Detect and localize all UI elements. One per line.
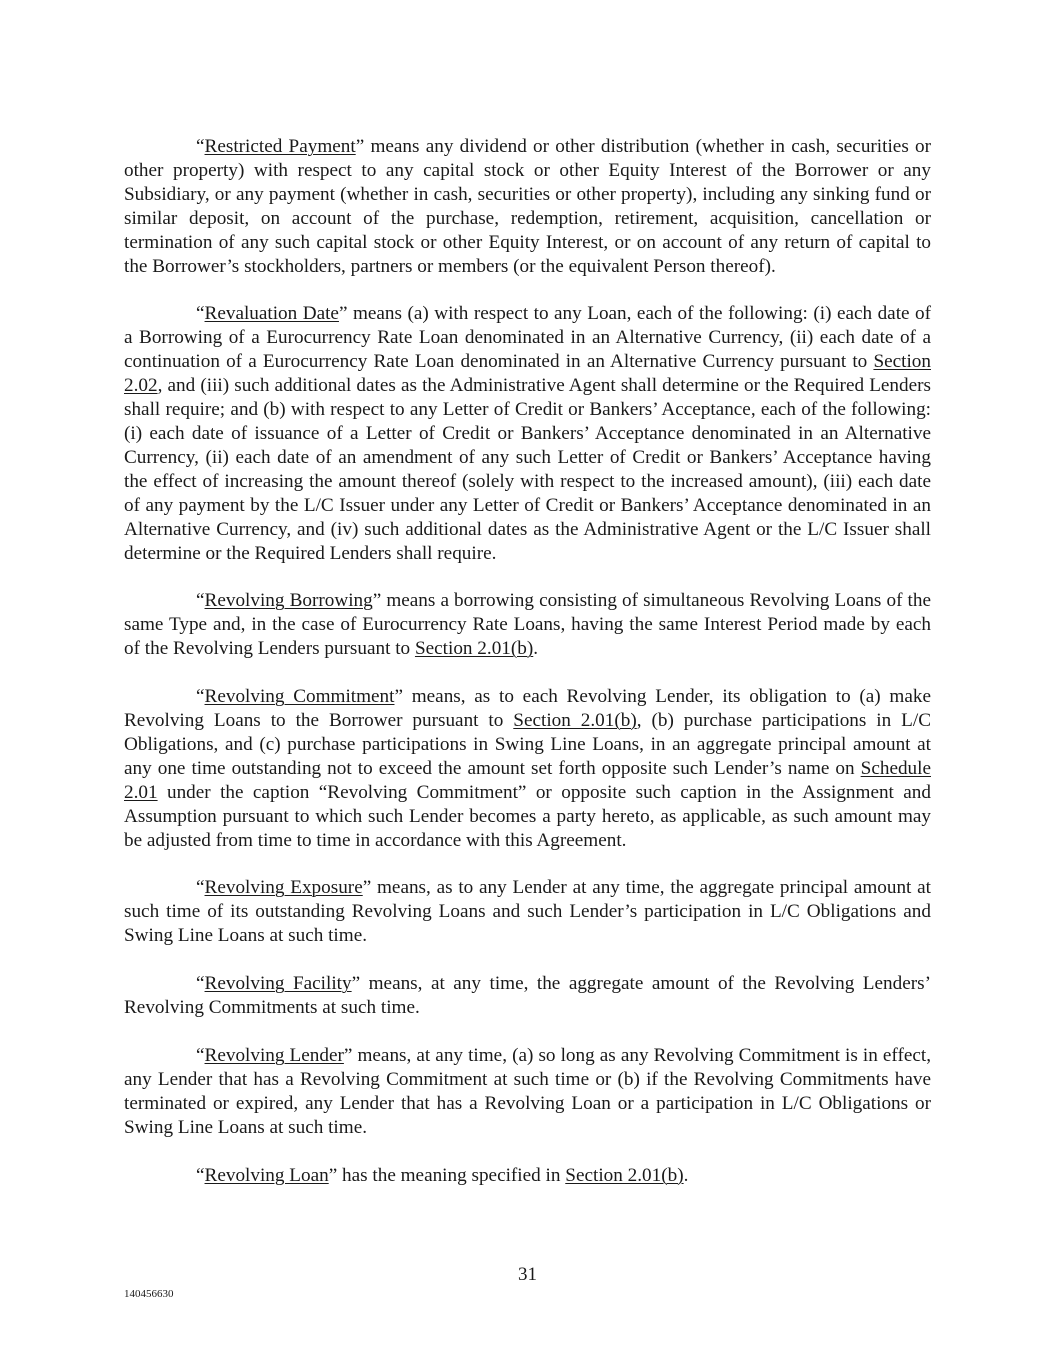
defined-term: Revolving Borrowing — [204, 590, 373, 612]
defined-term: Revolving Commitment — [204, 686, 395, 708]
document-id: 140456630 — [124, 1288, 174, 1300]
paragraph-text: , (b) purchase participations in L/C Obligations, and (c) purchase participations in Swing Line Loans, in an aggregate principal amount at any one time outstanding not to exceed the amount set forth opposite such Lender’s name on — [124, 710, 931, 779]
paragraph-text: “ — [196, 973, 205, 995]
cross-reference: Section 2.01(b) — [414, 638, 534, 660]
paragraph-text: “ — [196, 1045, 205, 1066]
paragraph-text: “ — [196, 136, 205, 157]
defined-term: Revolving Lender — [204, 1045, 344, 1066]
paragraph-text: ” means, as to any Lender at any time, the aggregate principal amount at such time of its outstanding Revolving Loans and such Lender’s participation in L/C Obligations and Swing Line Loans at such time. — [124, 877, 931, 947]
cross-reference: Section 2.01(b) — [513, 710, 637, 732]
defined-term: Revolving Exposure — [204, 877, 363, 899]
paragraph-text: “ — [196, 1164, 205, 1186]
definition-revolving-loan — [124, 1164, 931, 1188]
page-number: 31 — [518, 1264, 537, 1285]
cross-reference: Section 2.02 — [124, 351, 931, 397]
cross-reference: Section 2.01(b) — [565, 1164, 684, 1186]
paragraph-text: ” means (a) with respect to any Loan, each of the following: (i) each date of a Borrowing of a Eurocurrency Rate Loan denominated in an Alternative Currency, (ii) each date of a continuation of a Eurocurrency Rate Loan denominated in an Alternative Currency pursuant to — [124, 303, 932, 373]
paragraph-text: ” has the meaning specified in — [328, 1164, 566, 1186]
definition-restricted-payment — [124, 135, 931, 278]
defined-term: Restricted Payment — [204, 136, 356, 157]
defined-term: Revolving Facility — [204, 973, 352, 995]
paragraph-text: . — [683, 1164, 689, 1186]
paragraph-text: ” means a borrowing consisting of simultaneous Revolving Loans of the same Type and, in the case of Eurocurrency Rate Loans, having the same Interest Period made by each of the Revolving Lenders pursuant to — [124, 590, 931, 660]
paragraph-text: “ — [196, 877, 205, 899]
paragraph-text: ” means, at any time, the aggregate amount of the Revolving Lenders’ Revolving Commitments at such time. — [124, 973, 931, 1019]
definition-revolving-lender — [124, 1044, 931, 1140]
document-body — [124, 135, 931, 1212]
paragraph-text: under the caption “Revolving Commitment” or opposite such caption in the Assignment and Assumption pursuant to which such Lender becomes a party hereto, as applicable, as such amount may be adjusted from time to time in accordance with this Agreement. — [124, 781, 931, 851]
paragraph-text: “ — [196, 303, 205, 325]
definition-revolving-borrowing — [124, 589, 931, 661]
paragraph-text: “ — [196, 686, 205, 708]
defined-term: Revaluation Date — [204, 303, 339, 325]
definition-revolving-commitment — [124, 685, 931, 852]
paragraph-text: ” means, as to each Revolving Lender, its obligation to (a) make Revolving Loans to the Borrower pursuant to — [124, 686, 931, 732]
defined-term: Revolving Loan — [204, 1164, 329, 1186]
paragraph-text: . — [533, 638, 539, 660]
paragraph-text: ” means any dividend or other distribution (whether in cash, securities or other property) with respect to any capital stock or other Equity Interest of the Borrower or any Subsidiary, or any payment (whether in cash, securities or other property), including any sinking fund or similar deposit, on account of the purchase, redemption, retirement, acquisition, cancellation or termination of any such capital stock or other Equity Interest, or on account of any return of capital to the Borrower’s stockholders, partners or members (or the equivalent Person thereof). — [124, 136, 931, 277]
definition-revaluation-date — [124, 302, 931, 565]
paragraph-text: , and (iii) such additional dates as the Administrative Agent shall determine or the Required Lenders shall require; and (b) with respect to any Letter of Credit or Bankers’ Acceptance, each of the following: (i) each date of issuance of a Letter of Credit or Bankers’ Acceptance denominated in an Alternative Currency, (ii) each date of an amendment of any such Letter of Credit or Bankers’ Acceptance having the effect of increasing the amount thereof (solely with respect to the increased amount), (iii) each date of any payment by the L/C Issuer under any Letter of Credit or Bankers’ Acceptance denominated in an Alternative Currency, and (iv) such additional dates as the Administrative Agent or the L/C Issuer shall determine or the Required Lenders shall require. — [124, 375, 931, 564]
paragraph-text: ” means, at any time, (a) so long as any Revolving Commitment is in effect, any Lender that has a Revolving Commitment at such time or (b) if the Revolving Commitments have terminated or expired, any Lender that has a Revolving Loan or a participation in L/C Obligations or Swing Line Loans at such time. — [124, 1045, 931, 1138]
definition-revolving-exposure — [124, 876, 931, 948]
cross-reference: Schedule 2.01 — [124, 757, 931, 803]
paragraph-text: “ — [196, 590, 205, 612]
definition-revolving-facility — [124, 972, 931, 1020]
